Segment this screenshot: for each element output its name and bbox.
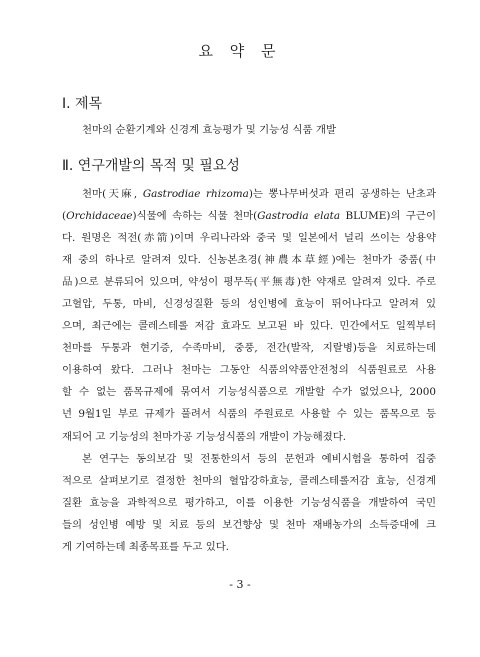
section-heading-purpose: Ⅱ. 연구개발의 목적 및 필요성 [62, 158, 240, 174]
body-line: 재되어 고 기능성의 천마가공 기능성식품의 개발이 가능해졌다. [62, 430, 347, 443]
body-line: 들의 성인병 예방 및 치료 등의 보건향상 및 천마 재배농가의 소득증대에 크 [62, 518, 436, 531]
document-title: 요 약 문 [198, 42, 282, 60]
research-subject: 천마의 순환기계와 신경계 효능평가 및 기능성 식품 개발 [82, 124, 336, 136]
section-heading-title: Ⅰ. 제목 [62, 96, 103, 112]
body-line: 적으로 살펴보기로 결정한 천마의 혈압강하효능, 콜레스테롤저감 효능, 신경계 [62, 474, 436, 487]
body-line: 이용하여 왔다. 그러나 천마는 그동안 식품의약품안전청의 식품원료로 사용 [62, 364, 436, 377]
body-line: 재 중의 하나로 알려져 있다. 신농본초경(神農本草經)에는 천마가 중품(中 [62, 254, 436, 267]
body-line: 고혈압, 두통, 마비, 신경성질환 등의 성인병에 효능이 뛰어나다고 알려져 있 [62, 298, 436, 311]
body-line: 다. 원명은 적전(赤箭)이며 우리나라와 중국 및 일본에서 널리 쓰이는 상용약 [62, 232, 436, 245]
body-line: 品)으로 분류되어 있으며, 약성이 평무독(平無毒)한 약재로 알려져 있다. 주로 [62, 276, 436, 289]
purpose-body-text [62, 183, 436, 558]
body-line: 게 기여하는데 최종목표를 두고 있다. [62, 540, 230, 553]
body-line: 할 수 없는 품목규제에 묶여서 기능성식품으로 개발할 수가 없었으나, 2000 [62, 386, 436, 399]
body-line: 천마(天麻, Gastrodiae rhizoma)는 뽕나무버섯과 편리 공생하는 난초과 [82, 188, 437, 200]
body-line: 질환 효능을 과학적으로 평가하고, 이를 이용한 기능성식품을 개발하여 국민 [62, 496, 436, 509]
body-line: (Orchidaceae)식물에 속하는 식물 천마(Gastrodia elata BLUME)의 구근이 [62, 210, 436, 223]
page-number: - 3 - [229, 578, 251, 591]
body-line: 년 9월1일 부로 규제가 풀려서 식품의 주원료로 사용할 수 있는 품목으로 등 [62, 408, 436, 421]
body-line: 천마를 두통과 현기증, 수족마비, 중풍, 전간(발작, 지랄병)등을 치료하는데 [62, 342, 436, 355]
body-line: 으며, 최근에는 콜레스테롤 저감 효과도 보고된 바 있다. 민간에서도 일찍부터 [62, 320, 436, 333]
body-line: 본 연구는 동의보감 및 전통한의서 등의 문헌과 예비시험을 통하여 집중 [82, 452, 436, 465]
